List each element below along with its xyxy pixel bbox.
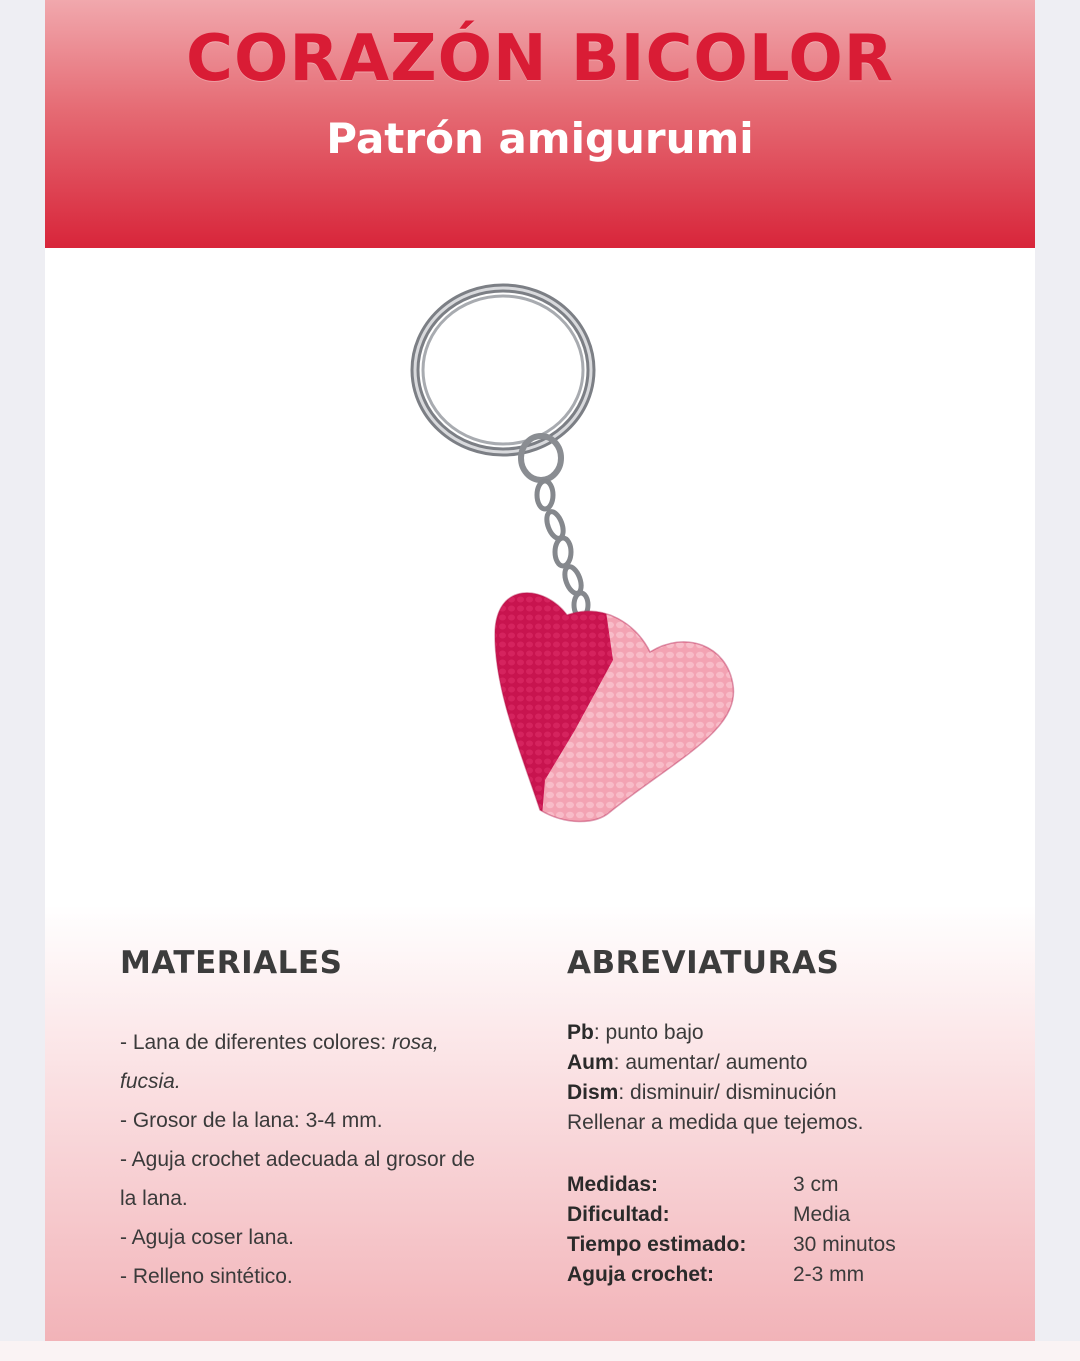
materials-list bbox=[120, 1023, 490, 1296]
spec-row: Medidas: 3 cm bbox=[567, 1173, 839, 1196]
list-item: - Relleno sintético. bbox=[120, 1265, 293, 1288]
list-item: Pb: punto bajo bbox=[567, 1021, 704, 1044]
list-item: - Lana de diferentes colores: rosa, fucsia. bbox=[120, 1031, 439, 1093]
abbreviations-heading: ABREVIATURAS bbox=[567, 945, 840, 981]
heart-keychain-image bbox=[345, 280, 765, 860]
list-item: Dism: disminuir/ disminución bbox=[567, 1081, 837, 1104]
spec-row: Tiempo estimado: 30 minutos bbox=[567, 1233, 896, 1256]
abbreviations-list bbox=[567, 1018, 987, 1138]
list-item: - Aguja coser lana. bbox=[120, 1226, 294, 1249]
header-banner bbox=[45, 0, 1035, 248]
spec-row: Dificultad: Media bbox=[567, 1203, 851, 1226]
page-title: CORAZÓN BICOLOR bbox=[186, 22, 894, 96]
spec-row: Aguja crochet: 2-3 mm bbox=[567, 1263, 865, 1286]
bottom-strip bbox=[0, 1341, 1080, 1361]
list-item: - Grosor de la lana: 3-4 mm. bbox=[120, 1109, 383, 1132]
abbreviations-note: Rellenar a medida que tejemos. bbox=[567, 1111, 864, 1134]
list-item: - Aguja crochet adecuada al grosor de la lana. bbox=[120, 1148, 475, 1210]
info-section bbox=[45, 905, 1035, 1341]
specs-table bbox=[567, 1170, 987, 1290]
pattern-page bbox=[45, 0, 1035, 1341]
materials-heading: MATERIALES bbox=[120, 945, 343, 981]
page-subtitle: Patrón amigurumi bbox=[326, 114, 754, 163]
list-item: Aum: aumentar/ aumento bbox=[567, 1051, 808, 1074]
